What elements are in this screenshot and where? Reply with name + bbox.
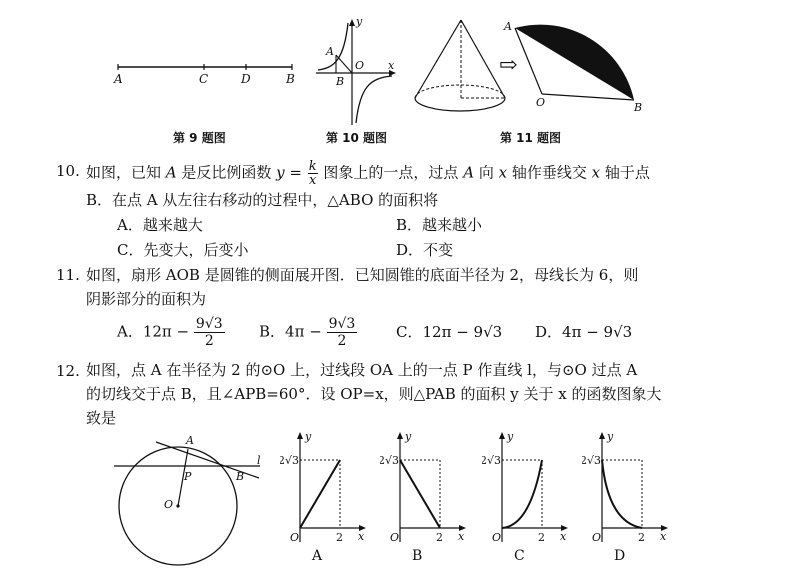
q12-graph-a[interactable] (280, 430, 370, 570)
fig10-origin: O (355, 59, 365, 72)
curve-d (602, 460, 642, 528)
fig11-label-b: B (634, 101, 643, 114)
graph-d-plot (582, 430, 672, 548)
q10-text: = (284, 163, 307, 182)
q10-option-c (117, 240, 249, 260)
q10-text: 如图，已知 (86, 163, 166, 182)
q12-number: 12. (56, 362, 80, 380)
xtick: 2 (538, 531, 545, 544)
graph-label-c: C (514, 548, 525, 564)
x-label: x (358, 530, 365, 543)
option-label: D． (535, 323, 563, 341)
q10-fraction (308, 160, 318, 187)
option-label: B． (259, 322, 286, 341)
q12-label-l: l (257, 454, 261, 467)
option-label: C． (396, 323, 423, 341)
origin-label: O (390, 531, 400, 544)
curve-b (400, 460, 440, 528)
option-text: 不变 (423, 241, 454, 259)
q10-var: x (498, 163, 508, 182)
graph-label-a: A (312, 548, 323, 564)
q12-label-o: O (164, 498, 174, 511)
y-label: y (507, 430, 514, 443)
q12-graph-b[interactable] (380, 430, 470, 570)
q11-line-2: 阴影部分的面积为 (86, 290, 207, 308)
fig10-caption: 第 10 题图 (326, 131, 388, 145)
fig11-caption: 第 11 题图 (500, 131, 562, 145)
q10-text: 轴于点 (600, 163, 650, 182)
origin-label: O (592, 531, 602, 544)
option-text: 12π − (142, 322, 190, 341)
x-label: x (560, 530, 567, 543)
option-label: A． (117, 216, 143, 234)
q10-var: A (165, 163, 177, 182)
graph-label-b: B (412, 548, 423, 564)
q11-number: 11. (56, 266, 80, 284)
fig9-point-c: C (199, 72, 209, 85)
option-text: 越来越小 (422, 216, 483, 234)
q11-option-a (117, 316, 225, 349)
option-label: D． (396, 241, 424, 259)
xtick: 2 (436, 531, 443, 544)
q10-option-a (117, 215, 203, 235)
q10-number: 10. (56, 162, 80, 180)
option-text: 越来越大 (142, 216, 203, 234)
ytick: 2√3 (380, 454, 400, 467)
graph-label-d: D (614, 548, 626, 564)
ytick: 2√3 (582, 454, 602, 467)
fig9-point-d: D (241, 72, 251, 85)
q10-text: 是反比例函数 (176, 163, 277, 182)
frac-num: 9√3 (328, 316, 356, 332)
fig9-point-a: A (114, 72, 123, 85)
q11-a-fraction (194, 316, 225, 349)
option-label: C． (117, 241, 144, 259)
q10-line-2: B．在点 A 从左往右移动的过程中，△ABO 的面积将 (86, 191, 439, 209)
hyperbola-lower-right (356, 76, 392, 123)
q10-var: y (276, 163, 285, 182)
fig10-label-b: B (336, 75, 345, 88)
q11-option-c (396, 322, 502, 342)
q12-label-a: A (186, 434, 194, 447)
option-text: 先变大，后变小 (143, 241, 249, 259)
fig11-label-o: O (536, 96, 546, 109)
q10-frac-num: k (308, 159, 317, 174)
q10-var: A (463, 163, 475, 182)
sector-aob (515, 25, 634, 100)
frac-den: 2 (204, 333, 214, 349)
option-text: 4π − (285, 322, 322, 341)
fig11-label-a: A (504, 20, 512, 33)
fig10-label-a: A (326, 45, 334, 58)
q10-text: 图象上的一点，过点 (318, 163, 464, 182)
q10-option-b (396, 215, 482, 235)
option-text: 12π − 9√3 (422, 323, 503, 341)
option-label: A． (117, 322, 143, 341)
q10-line-1 (86, 160, 650, 187)
q11-b-fraction (327, 316, 358, 349)
q10-option-d (396, 240, 453, 260)
y-label: y (607, 430, 614, 443)
fig9-point-b: B (286, 72, 295, 85)
origin-label: O (492, 531, 502, 544)
q12-circle-figure (112, 428, 267, 568)
ytick: 2√3 (482, 454, 502, 467)
arrow-icon: ⇨ (499, 53, 518, 78)
option-text: 4π − 9√3 (562, 323, 633, 341)
origin-label: O (290, 531, 300, 544)
frac-den: 2 (337, 333, 347, 349)
q11-line-1: 如图，扇形 AOB 是圆锥的侧面展开图．已知圆锥的底面半径为 2，母线长为 6，则 (86, 266, 639, 284)
q11-option-b (259, 316, 357, 349)
q10-text: 轴作垂线交 (507, 163, 592, 182)
q11-option-d (535, 322, 632, 342)
q12-graph-d[interactable] (582, 430, 672, 570)
graph-a-plot (280, 430, 370, 548)
q10-frac-den: x (309, 173, 317, 188)
figure-11 (408, 14, 658, 124)
ytick: 2√3 (280, 454, 300, 467)
fig10-y-label: y (356, 15, 363, 28)
figure-10 (312, 15, 397, 127)
y-label: y (405, 430, 412, 443)
graph-c-plot (482, 430, 572, 548)
y-label: y (305, 430, 312, 443)
frac-num: 9√3 (195, 316, 223, 332)
x-label: x (458, 530, 465, 543)
option-label: B． (396, 216, 423, 234)
q12-line-1: 如图，点 A 在半径为 2 的⊙O 上，过线段 OA 上的一点 P 作直线 l，与⊙O 过点 A (86, 361, 638, 379)
q12-line-3: 致是 (86, 409, 117, 427)
xtick: 2 (336, 531, 343, 544)
q12-label-b: B (236, 470, 245, 483)
fig9-caption: 第 9 题图 (173, 131, 226, 145)
cone (415, 20, 505, 111)
graph-b-plot (380, 430, 470, 548)
q10-text: 向 (474, 163, 499, 182)
q12-line-2: 的切线交于点 B，且∠APB=60°．设 OP=x，则△PAB 的面积 y 关于 x 的函数图象大 (86, 385, 662, 403)
figure-9 (110, 55, 300, 85)
xtick: 2 (638, 531, 645, 544)
q12-graph-c[interactable] (482, 430, 572, 570)
x-label: x (660, 530, 667, 543)
q10-var: x (591, 163, 601, 182)
curve-c (502, 460, 542, 528)
fig10-x-label: x (388, 59, 395, 72)
curve-a (300, 460, 340, 528)
q12-label-p: P (184, 470, 192, 483)
